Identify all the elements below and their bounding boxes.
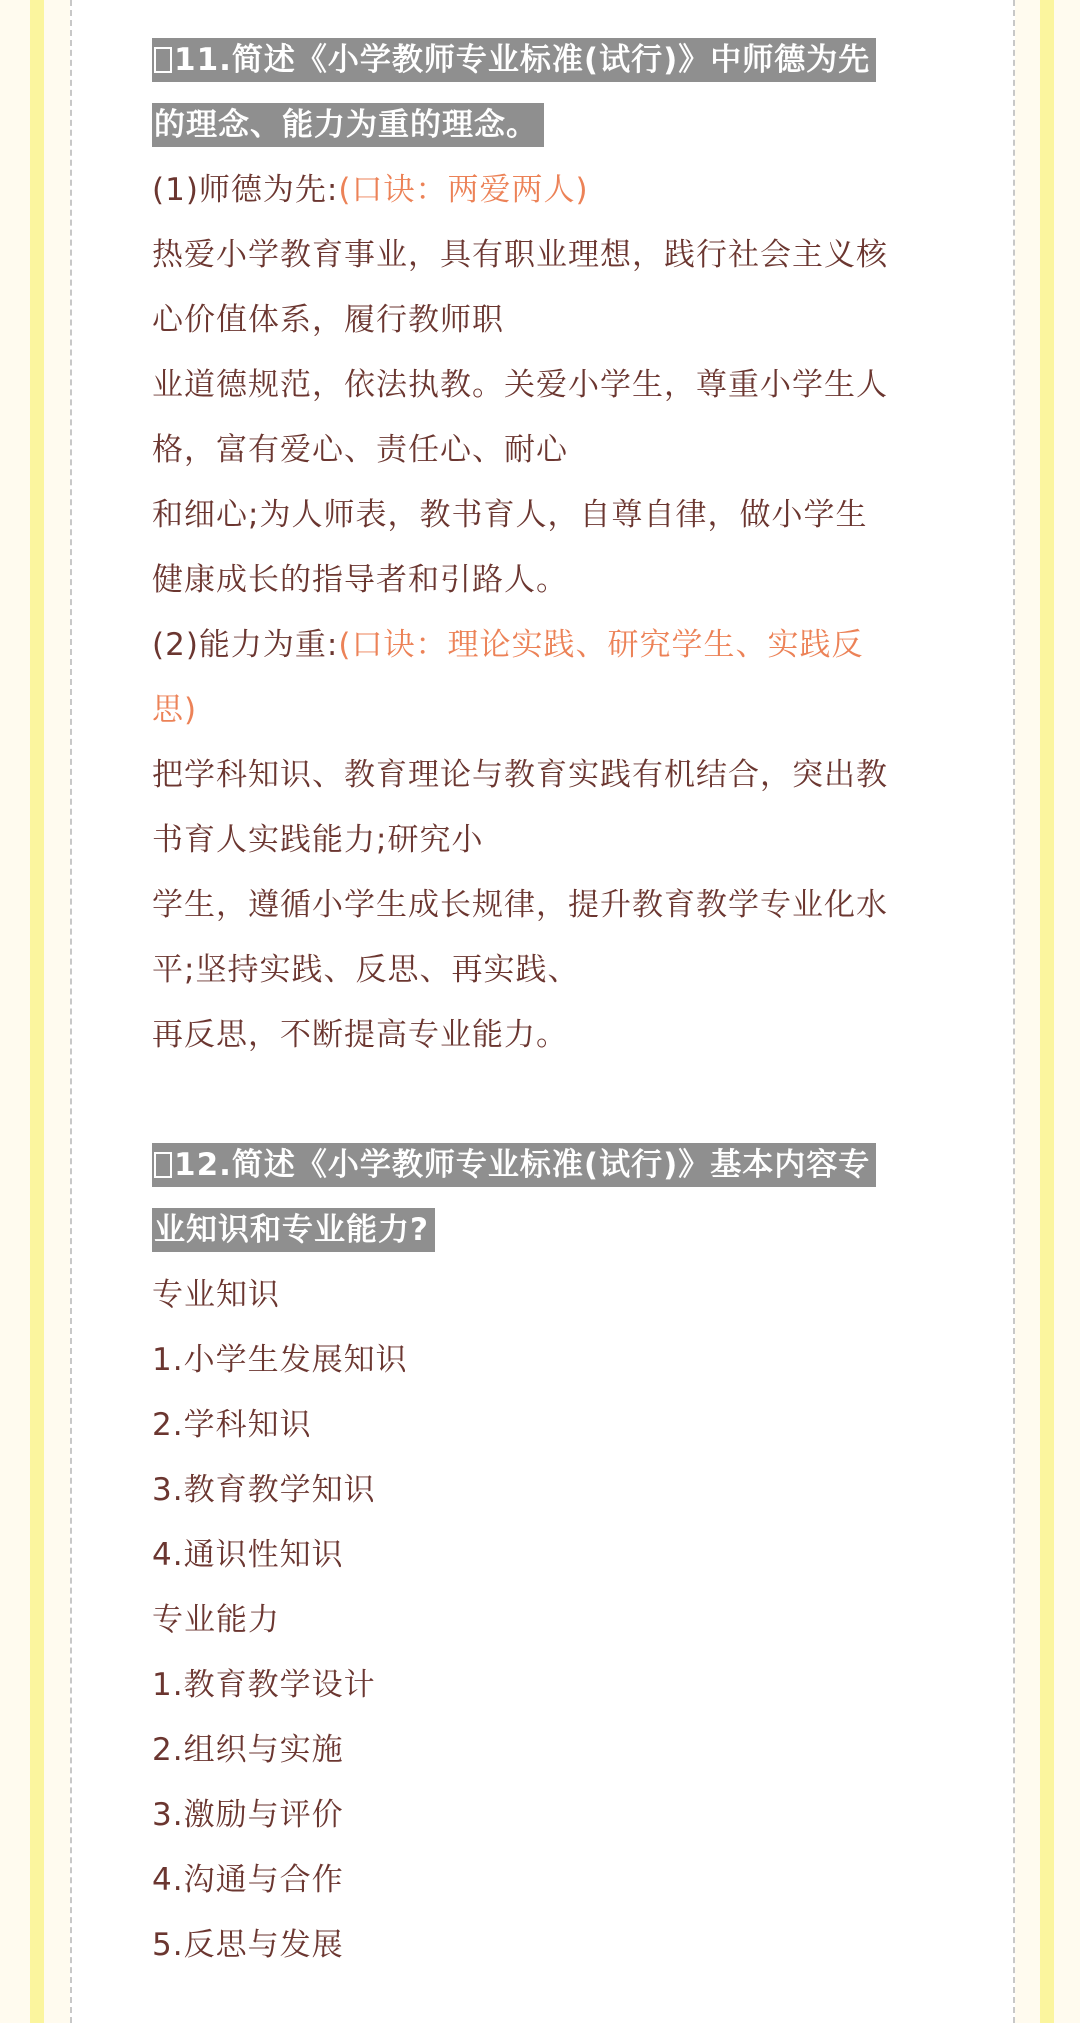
ability-item: 4.沟通与合作 <box>152 1862 344 1898</box>
q12-title-text-2: 业知识和专业能力? <box>152 1208 435 1252</box>
q11-title-line-1 <box>152 28 942 93</box>
ability-item: 1.教育教学设计 <box>152 1667 376 1703</box>
question-marker-icon <box>154 47 172 73</box>
q11-point2-line: 再反思，不断提高专业能力。 <box>152 1017 568 1053</box>
q11-point1-hint: (口诀：两爱两人) <box>338 172 589 208</box>
q12-title-text-1: 12.简述《小学教师专业标准(试行)》基本内容专 <box>174 1147 871 1183</box>
knowledge-item: 3.教育教学知识 <box>152 1472 376 1508</box>
q11-point2-heading <box>152 613 942 678</box>
section-spacer <box>152 1068 942 1133</box>
article-body <box>152 28 942 1978</box>
ability-item: 3.激励与评价 <box>152 1797 344 1833</box>
q11-point1-line: 格，富有爱心、责任心、耐心 <box>152 432 568 468</box>
q11-point2-hint: (口诀：理论实践、研究学生、实践反 <box>338 627 864 663</box>
q11-point2-label: (2)能力为重: <box>152 627 339 663</box>
q11-title-line-2 <box>152 93 942 158</box>
right-decorative-border <box>1040 0 1054 2023</box>
knowledge-item: 4.通识性知识 <box>152 1537 344 1573</box>
question-marker-icon <box>154 1152 172 1178</box>
knowledge-heading: 专业知识 <box>152 1277 280 1313</box>
ability-item: 2.组织与实施 <box>152 1732 344 1768</box>
q11-point1-line: 和细心;为人师表，教书育人，自尊自律，做小学生 <box>152 497 868 533</box>
ability-heading: 专业能力 <box>152 1602 280 1638</box>
q11-point1-heading <box>152 158 942 223</box>
q11-title-text-2: 的理念、能力为重的理念。 <box>152 103 544 147</box>
q11-point2-line: 学生，遵循小学生成长规律，提升教育教学专业化水 <box>152 887 888 923</box>
q11-point2-line: 书育人实践能力;研究小 <box>152 822 484 858</box>
knowledge-item: 2.学科知识 <box>152 1407 312 1443</box>
ability-item: 5.反思与发展 <box>152 1927 344 1963</box>
q11-title-text-1: 11.简述《小学教师专业标准(试行)》中师德为先 <box>174 42 871 78</box>
knowledge-item: 1.小学生发展知识 <box>152 1342 408 1378</box>
q11-point2-line: 平;坚持实践、反思、再实践、 <box>152 952 580 988</box>
left-decorative-border <box>30 0 44 2023</box>
q12-title-line-2 <box>152 1198 942 1263</box>
q11-point1-label: (1)师德为先: <box>152 172 339 208</box>
q11-point1-line: 业道德规范，依法执教。关爱小学生，尊重小学生人 <box>152 367 888 403</box>
q12-title-line-1 <box>152 1133 942 1198</box>
q11-point2-line: 把学科知识、教育理论与教育实践有机结合，突出教 <box>152 757 888 793</box>
q11-point1-line: 热爱小学教育事业，具有职业理想，践行社会主义核 <box>152 237 888 273</box>
q11-point1-line: 心价值体系，履行教师职 <box>152 302 504 338</box>
q11-point2-hint-cont: 思) <box>152 692 198 728</box>
q11-point1-line: 健康成长的指导者和引路人。 <box>152 562 568 598</box>
